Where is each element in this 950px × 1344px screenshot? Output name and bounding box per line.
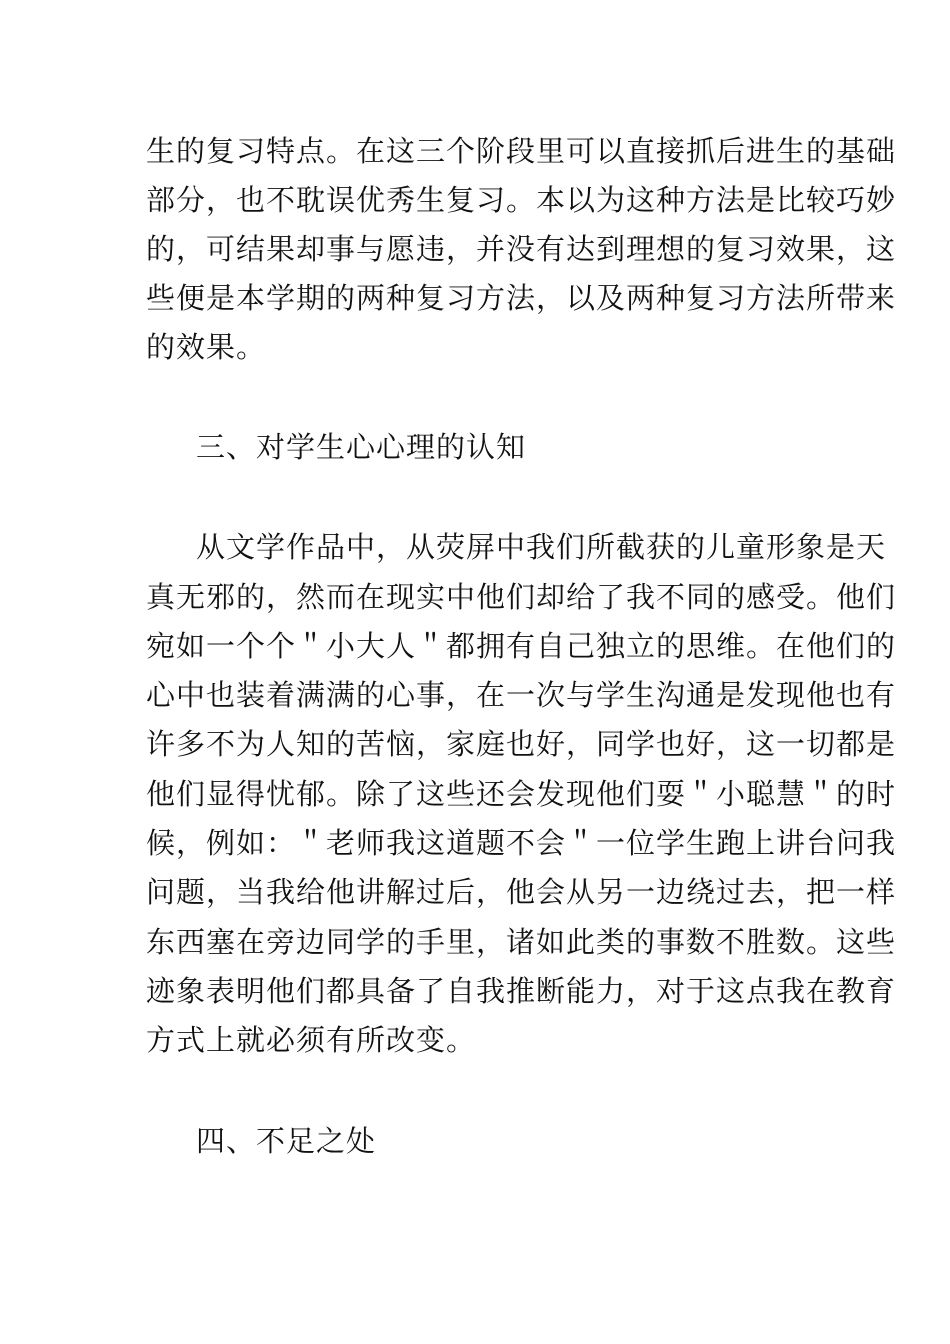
paragraph-1-line-2: 部分，也不耽误优秀生复习。本以为这种方法是比较巧妙: [146, 183, 897, 217]
paragraph-2-line-9: 东西塞在旁边同学的手里，诸如此类的事数不胜数。这些: [146, 925, 897, 959]
section-heading-3: 三、对学生心心理的认知: [196, 430, 527, 464]
paragraph-2-line-6: 他们显得忧郁。除了这些还会发现他们耍＂小聪慧＂的时: [146, 777, 897, 811]
paragraph-1-line-1: 生的复习特点。在这三个阶段里可以直接抓后进生的基础: [146, 134, 897, 168]
paragraph-2-line-2: 真无邪的，然而在现实中他们却给了我不同的感受。他们: [146, 580, 897, 614]
paragraph-2-line-8: 问题，当我给他讲解过后，他会从另一边绕过去，把一样: [146, 875, 897, 909]
paragraph-2-line-11: 方式上就必须有所改变。: [146, 1023, 477, 1057]
paragraph-2-line-4: 心中也装着满满的心事，在一次与学生沟通是发现他也有: [146, 678, 897, 712]
paragraph-1-line-4: 些便是本学期的两种复习方法，以及两种复习方法所带来: [146, 281, 897, 315]
paragraph-1-line-5: 的效果。: [146, 330, 267, 364]
section-heading-4: 四、不足之处: [196, 1124, 377, 1158]
paragraph-1-line-3: 的，可结果却事与愿违，并没有达到理想的复习效果，这: [146, 232, 897, 266]
paragraph-2-line-10: 迹象表明他们都具备了自我推断能力，对于这点我在教育: [146, 974, 897, 1008]
paragraph-2-line-7: 候，例如：＂老师我这道题不会＂一位学生跑上讲台问我: [146, 826, 897, 860]
paragraph-2-line-1: 从文学作品中，从荧屏中我们所截获的儿童形象是天: [196, 530, 887, 564]
paragraph-2-line-3: 宛如一个个＂小大人＂都拥有自己独立的思维。在他们的: [146, 629, 897, 663]
paragraph-2-line-5: 许多不为人知的苦恼，家庭也好，同学也好，这一切都是: [146, 727, 897, 761]
